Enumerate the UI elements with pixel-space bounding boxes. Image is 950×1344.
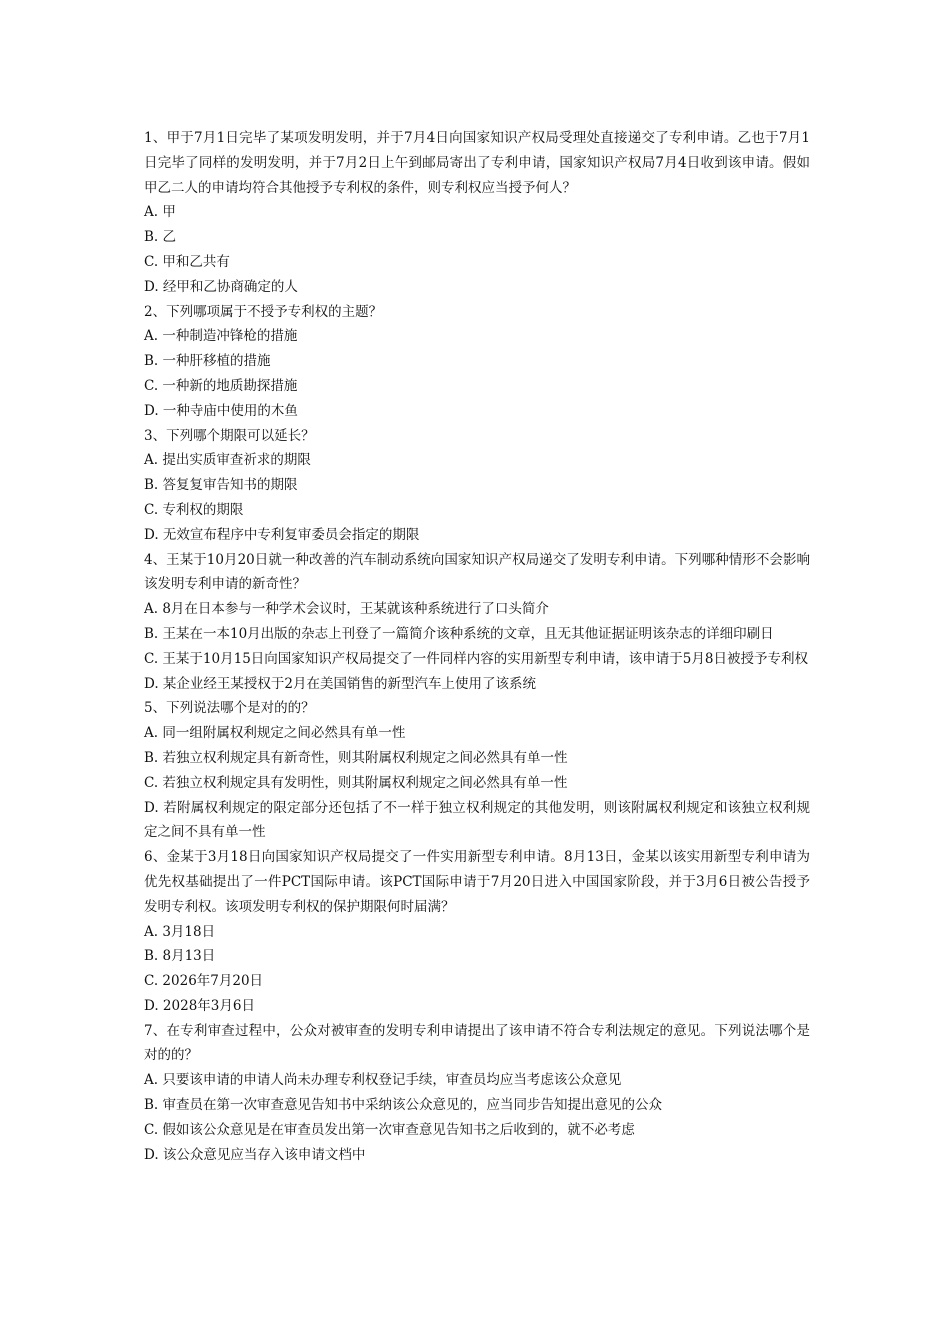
document-body bbox=[144, 126, 810, 1167]
option-d: D. 2028年3月6日 bbox=[144, 997, 255, 1014]
option-d: D. 若附属权利规定的限定部分还包括了不一样于独立权利规定的其他发明，则该附属权利规定和该独立权利规定之间不具有单一性 bbox=[144, 799, 810, 841]
option-b: B. 答复复审告知书的期限 bbox=[144, 477, 298, 494]
option-a: A. 提出实质审查祈求的期限 bbox=[144, 452, 311, 469]
option-a: A. 一种制造冲锋枪的措施 bbox=[144, 328, 298, 345]
option-a: A. 甲 bbox=[144, 204, 176, 221]
option-d: D. 经甲和乙协商确定的人 bbox=[144, 278, 298, 295]
option-a: A. 同一组附属权利规定之间必然具有单一性 bbox=[144, 725, 406, 742]
option-d: D. 一种寺庙中使用的木鱼 bbox=[144, 402, 298, 419]
option-b: B. 一种肝移植的措施 bbox=[144, 353, 271, 370]
question-5 bbox=[144, 696, 810, 845]
question-stem: 4、王某于10月20日就一种改善的汽车制动系统向国家知识产权局递交了发明专利申请。下列哪种情形不会影响该发明专利申请的新奇性？ bbox=[144, 551, 810, 593]
option-c: C. 一种新的地质勘探措施 bbox=[144, 377, 298, 394]
question-stem: 5、下列说法哪个是对的的？ bbox=[144, 700, 315, 717]
option-d: D. 某企业经王某授权于2月在美国销售的新型汽车上使用了该系统 bbox=[144, 675, 537, 692]
option-c: C. 甲和乙共有 bbox=[144, 253, 230, 270]
option-b: B. 王某在一本10月出版的杂志上刊登了一篇简介该种系统的文章，且无其他证据证明该杂志的详细印刷日 bbox=[144, 625, 774, 642]
question-7 bbox=[144, 1019, 810, 1168]
option-b: B. 乙 bbox=[144, 229, 177, 246]
option-b: B. 8月13日 bbox=[144, 948, 216, 965]
question-1 bbox=[144, 126, 810, 300]
question-stem: 2、下列哪项属于不授予专利权的主题？ bbox=[144, 303, 383, 320]
option-c: C. 2026年7月20日 bbox=[144, 973, 264, 990]
option-d: D. 该公众意见应当存入该申请文档中 bbox=[144, 1146, 366, 1163]
option-c: C. 假如该公众意见是在审查员发出第一次审查意见告知书之后收到的，就不必考虑 bbox=[144, 1121, 635, 1138]
question-stem: 1、甲于7月1日完毕了某项发明发明，并于7月4日向国家知识产权局受理处直接递交了专利申请。乙也于7月1日完毕了同样的发明发明，并于7月2日上午到邮局寄出了专利申请，国家知识产权局7月4日收到该申请。假如甲乙二人的申请均符合其他授予专利权的条件，则专利权应当授予何人？ bbox=[144, 130, 810, 196]
question-4 bbox=[144, 548, 810, 697]
question-stem: 3、下列哪个期限可以延长？ bbox=[144, 427, 315, 444]
question-6 bbox=[144, 845, 810, 1019]
option-a: A. 只要该申请的申请人尚未办理专利权登记手续，审查员均应当考虑该公众意见 bbox=[144, 1072, 622, 1089]
option-c: C. 王某于10月15日向国家知识产权局提交了一件同样内容的实用新型专利申请，该申请于5月8日被授予专利权 bbox=[144, 650, 808, 667]
question-3 bbox=[144, 424, 810, 548]
option-a: A. 8月在日本参与一种学术会议时，王某就该种系统进行了口头简介 bbox=[144, 601, 549, 618]
option-a: A. 3月18日 bbox=[144, 923, 216, 940]
question-stem: 7、在专利审查过程中，公众对被审查的发明专利申请提出了该申请不符合专利法规定的意见。下列说法哪个是对的的？ bbox=[144, 1022, 810, 1064]
option-b: B. 审查员在第一次审查意见告知书中采纳该公众意见的，应当同步告知提出意见的公众 bbox=[144, 1097, 663, 1114]
option-d: D. 无效宣布程序中专利复审委员会指定的期限 bbox=[144, 526, 420, 543]
option-b: B. 若独立权利规定具有新奇性，则其附属权利规定之间必然具有单一性 bbox=[144, 749, 568, 766]
option-c: C. 专利权的期限 bbox=[144, 501, 244, 518]
option-c: C. 若独立权利规定具有发明性，则其附属权利规定之间必然具有单一性 bbox=[144, 774, 568, 791]
question-2 bbox=[144, 300, 810, 424]
question-stem: 6、金某于3月18日向国家知识产权局提交了一件实用新型专利申请。8月13日，金某以该实用新型专利申请为优先权基础提出了一件PCT国际申请。该PCT国际申请于7月20日进入中国国家阶段，并于3月6日被公告授予发明专利权。该项发明专利权的保护期限何时届满？ bbox=[144, 849, 810, 915]
